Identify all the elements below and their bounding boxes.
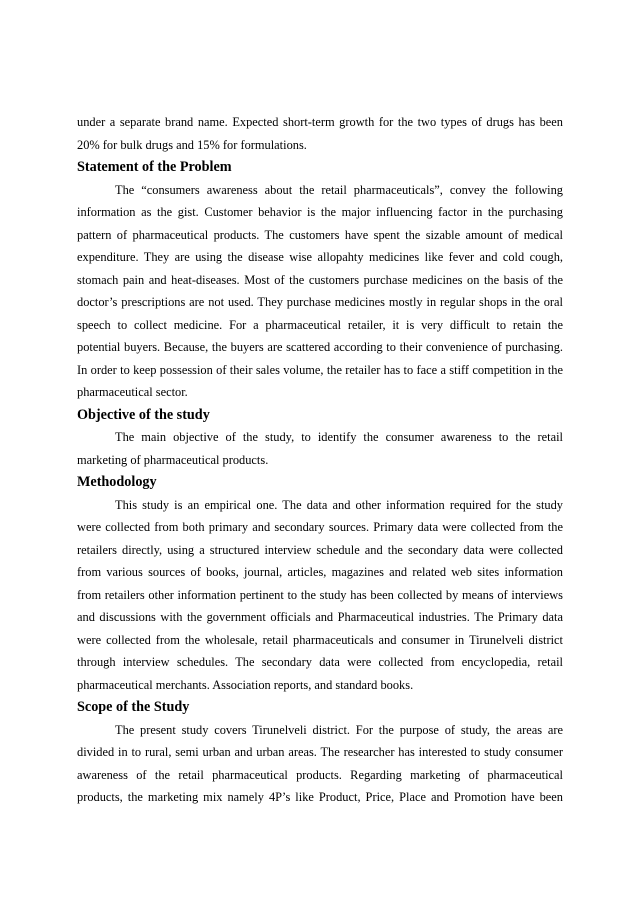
section-heading-statement: Statement of the Problem (77, 159, 232, 175)
text-line: from various sources of books, journal, articles, magazines and related web sites information (77, 565, 563, 579)
text-line: doctor’s prescriptions are not used. They purchase medicines mostly in regular shops in the oral (77, 295, 563, 309)
objective-paragraph (77, 426, 563, 471)
text-line: were collected from both primary and secondary sources. Primary data were collected from the (77, 520, 563, 534)
text-line: products, the marketing mix namely 4P’s like Product, Price, Place and Promotion have been (77, 790, 563, 804)
text-line: The “consumers awareness about the retail pharmaceuticals”, convey the following (115, 182, 563, 197)
statement-paragraph (77, 179, 563, 404)
document-page (77, 111, 563, 809)
text-line: pharmaceutical sector. (77, 385, 188, 399)
text-line: retailers directly, using a structured interview schedule and the secondary data were collected (77, 542, 563, 557)
scope-paragraph (77, 719, 563, 809)
text-line: divided in to rural, semi urban and urban areas. The researcher has interested to study consumer (77, 745, 563, 759)
text-line: expenditure. They are using the disease wise allopahty medicines like fever and cold cough, (77, 250, 563, 264)
text-line: The present study covers Tirunelveli district. For the purpose of study, the areas are (115, 722, 563, 737)
text-line: under a separate brand name. Expected short-term growth for the two types of drugs has been (77, 115, 563, 129)
text-line: from retailers other information pertinent to the study has been collected by means of interviews (77, 587, 563, 602)
text-line: were collected from the wholesale, retail pharmaceuticals and consumer in Tirunelveli district (77, 632, 563, 647)
section-heading-methodology: Methodology (77, 474, 157, 490)
text-line: information as the gist. Customer behavior is the major influencing factor in the purchasing (77, 205, 563, 219)
intro-paragraph (77, 111, 563, 156)
text-line: 20% for bulk drugs and 15% for formulations. (77, 137, 307, 152)
text-line: potential buyers. Because, the buyers are scattered according to their convenience of purchasing. (77, 340, 563, 354)
text-line: and discussions with the government officials and Pharmaceutical industries. The Primary data (77, 610, 563, 624)
text-line: pattern of pharmaceutical products. The customers have spent the sizable amount of medical (77, 227, 563, 242)
text-line: pharmaceutical merchants. Association reports, and standard books. (77, 677, 414, 692)
text-line: This study is an empirical one. The data and other information required for the study (115, 497, 563, 512)
text-line: speech to collect medicine. For a pharmaceutical retailer, it is very difficult to retain the (77, 317, 563, 332)
section-heading-scope: Scope of the Study (77, 699, 190, 715)
section-heading-objective: Objective of the study (77, 406, 210, 423)
text-line: awareness of the retail pharmaceutical products. Regarding marketing of pharmaceutical (77, 767, 563, 782)
text-line: marketing of pharmaceutical products. (77, 452, 269, 467)
text-line: In order to keep possession of their sales volume, the retailer has to face a stiff competition in the (77, 362, 563, 377)
text-line: through interview schedules. The secondary data were collected from encyclopedia, retail (77, 655, 563, 669)
text-line: The main objective of the study, to identify the consumer awareness to the retail (115, 430, 563, 444)
methodology-paragraph (77, 494, 563, 697)
text-line: stomach pain and heat-diseases. Most of the customers purchase medicines on the basis of the (77, 272, 563, 287)
